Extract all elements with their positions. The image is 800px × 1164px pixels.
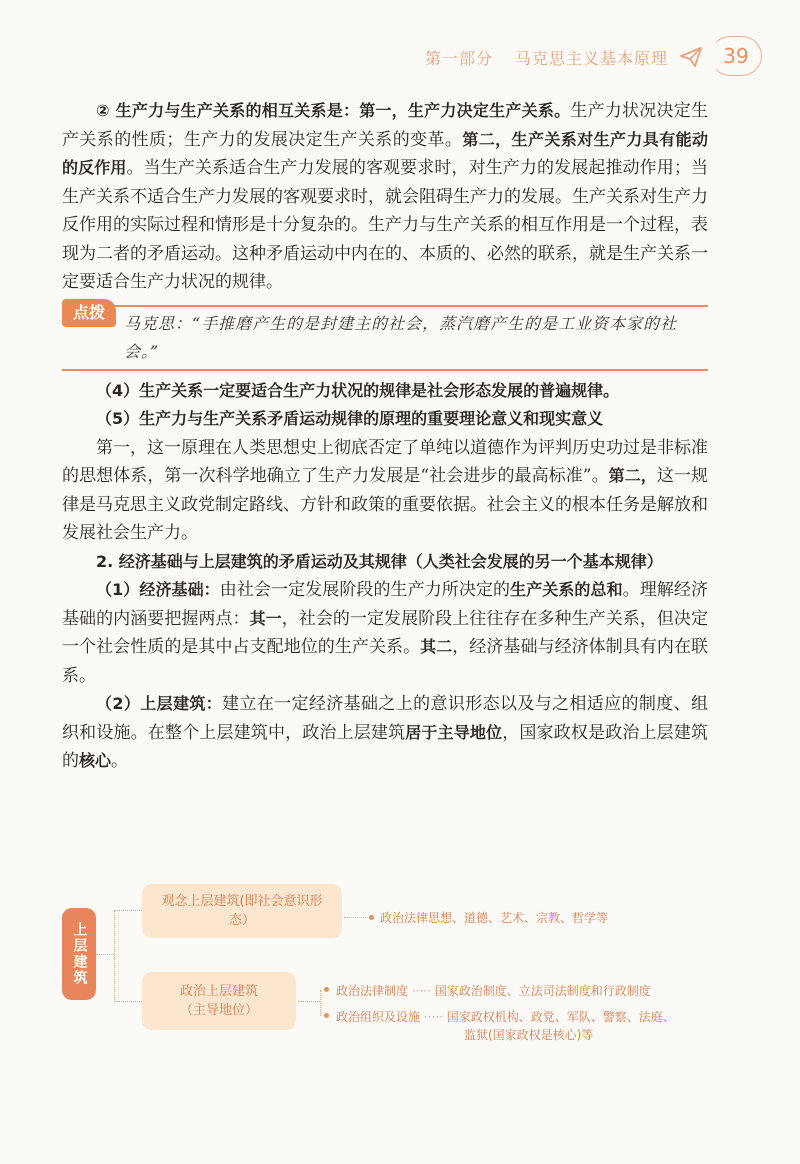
body-text: ，社会的一定发展阶段上往往存在多种生产关系，但决定一个社会性质的是其中占支配地位的生产关系。 [62, 608, 708, 657]
bold-text: 其二 [420, 637, 453, 656]
body-text: 生产力状况决定生产关系的性质；生产力的发展决定生产关系的变革。 [62, 101, 709, 150]
body-text: 建立在一定经济基础之上的意识形态以及与之相适应的制度、组织和设施。在整个上层建筑中，政治上层建筑 [62, 694, 708, 743]
point-5-heading [62, 405, 708, 434]
connector [298, 1001, 320, 1002]
part-label: 第一部分 [424, 49, 493, 68]
bold-text: 生产关系的总和 [510, 580, 623, 599]
bold-text: ② 生产力与生产关系的相互关系是：第一，生产力决定生产关系。 [96, 101, 571, 120]
point-4 [62, 377, 708, 406]
connector [114, 910, 115, 1002]
page-number: 39 [710, 36, 762, 76]
item-label: 政治法律制度 [336, 984, 409, 998]
bold-text: 第二， [608, 466, 657, 485]
item-label: 政治组织及设施 [336, 1010, 421, 1024]
bold-text: （2）上层建筑： [96, 694, 223, 713]
tip-badge: 点拨 [62, 299, 116, 327]
body-text: ，国家政权是政治上层建筑的 [62, 722, 708, 771]
bullet [324, 987, 329, 992]
connector [96, 954, 114, 955]
body-text: ，经济基础与经济体制具有内在联系。 [62, 637, 709, 686]
item-description: 监狱(国家政权是核心)等 [464, 1028, 594, 1042]
bold-text: （1）经济基础： [96, 580, 220, 599]
diagram-root: 上层建筑 [62, 908, 96, 1000]
bold-text: 核心 [79, 751, 112, 770]
tip-box [62, 302, 708, 371]
connector [320, 990, 321, 1016]
bold-text: 第二，生产关系对生产力具有能动的反作用 [62, 129, 708, 177]
bold-text: （5）生产力与生产关系矛盾运动规律的原理的重要理论意义和现实意义 [96, 409, 604, 428]
body-text: 。 [111, 751, 129, 771]
point-5-body [62, 434, 708, 548]
connector [114, 1001, 142, 1002]
tip-text: 马克思：“手推磨产生的是封建主的社会，蒸汽磨产生的是工业资本家的社会。” [124, 313, 678, 361]
node-description: 政治法律思想、道德、艺术、宗教、哲学等 [380, 911, 609, 925]
page-header [0, 30, 800, 86]
main-content [62, 97, 708, 776]
body-text: 。理解经济基础的内涵要把握两点： [62, 580, 708, 629]
node-label: 观念上层建筑(即社会意识形态） [161, 894, 323, 928]
paper-plane-icon [678, 44, 704, 70]
bullet [369, 915, 374, 920]
political-item-1: 政治法律制度 ····· 国家政治制度、立法司法制度和行政制度 [336, 984, 651, 998]
ideological-superstructure-node [142, 884, 342, 938]
political-superstructure-node [142, 972, 296, 1030]
bold-text: 其一 [249, 608, 282, 628]
bold-text: 2. 经济基础与上层建筑的矛盾运动及其规律（人类社会发展的另一个基本规律） [96, 551, 663, 571]
paragraph-relation [62, 97, 708, 297]
node-label-line: 政治上层建筑 [179, 984, 258, 999]
node-label-line: （主导地位） [179, 1003, 258, 1018]
section-label: 马克思主义基本原理 [514, 49, 668, 68]
item-description: 国家政治制度、立法司法制度和行政制度 [434, 984, 651, 998]
section-2-heading [62, 548, 708, 577]
node-label [180, 982, 258, 1020]
body-text: 。当生产关系适合生产力发展的客观要求时，对生产力的发展起推动作用；当生产关系不适合生产力发展的客观要求时，就会阻碍生产力的发展。生产关系对生产力反作用的实际过程和情形是十分复杂的。生产力与生产关系的相互作用是一个过程，表现为二者的矛盾运动。这种矛盾运动中内在的、本质的、必然的联系，就是生产关系一定要适合生产力状况的规律。 [62, 158, 708, 292]
body-text: 第一，这一原理在人类思想史上彻底否定了单纯以道德作为评判历史功过是非标准的思想体系，第一次科学地确立了生产力发展是“社会进步的最高标准”。 [62, 437, 708, 486]
body-text: 由社会一定发展阶段的生产力所决定的 [219, 580, 511, 600]
superstructure-paragraph [62, 690, 708, 776]
bold-text: 居于主导地位 [405, 722, 503, 742]
connector [114, 910, 142, 911]
bullet [324, 1013, 329, 1018]
connector [344, 917, 368, 918]
political-item-2: 政治组织及设施 ····· 国家政权机构、政党、军队、警察、法庭、 监狱(国家政权是核心)等 [336, 1010, 675, 1042]
body-text: 这一规律是马克思主义政党制定路线、方针和政策的重要依据。社会主义的根本任务是解放和发展社会生产力。 [62, 466, 708, 543]
superstructure-diagram [60, 880, 760, 1060]
item-description: 国家政权机构、政党、军队、警察、法庭、 [446, 1010, 675, 1024]
bold-text: （4）生产关系一定要适合生产力状况的规律是社会形态发展的普遍规律。 [96, 380, 620, 400]
running-head [425, 46, 668, 69]
economic-base-paragraph [62, 576, 708, 690]
